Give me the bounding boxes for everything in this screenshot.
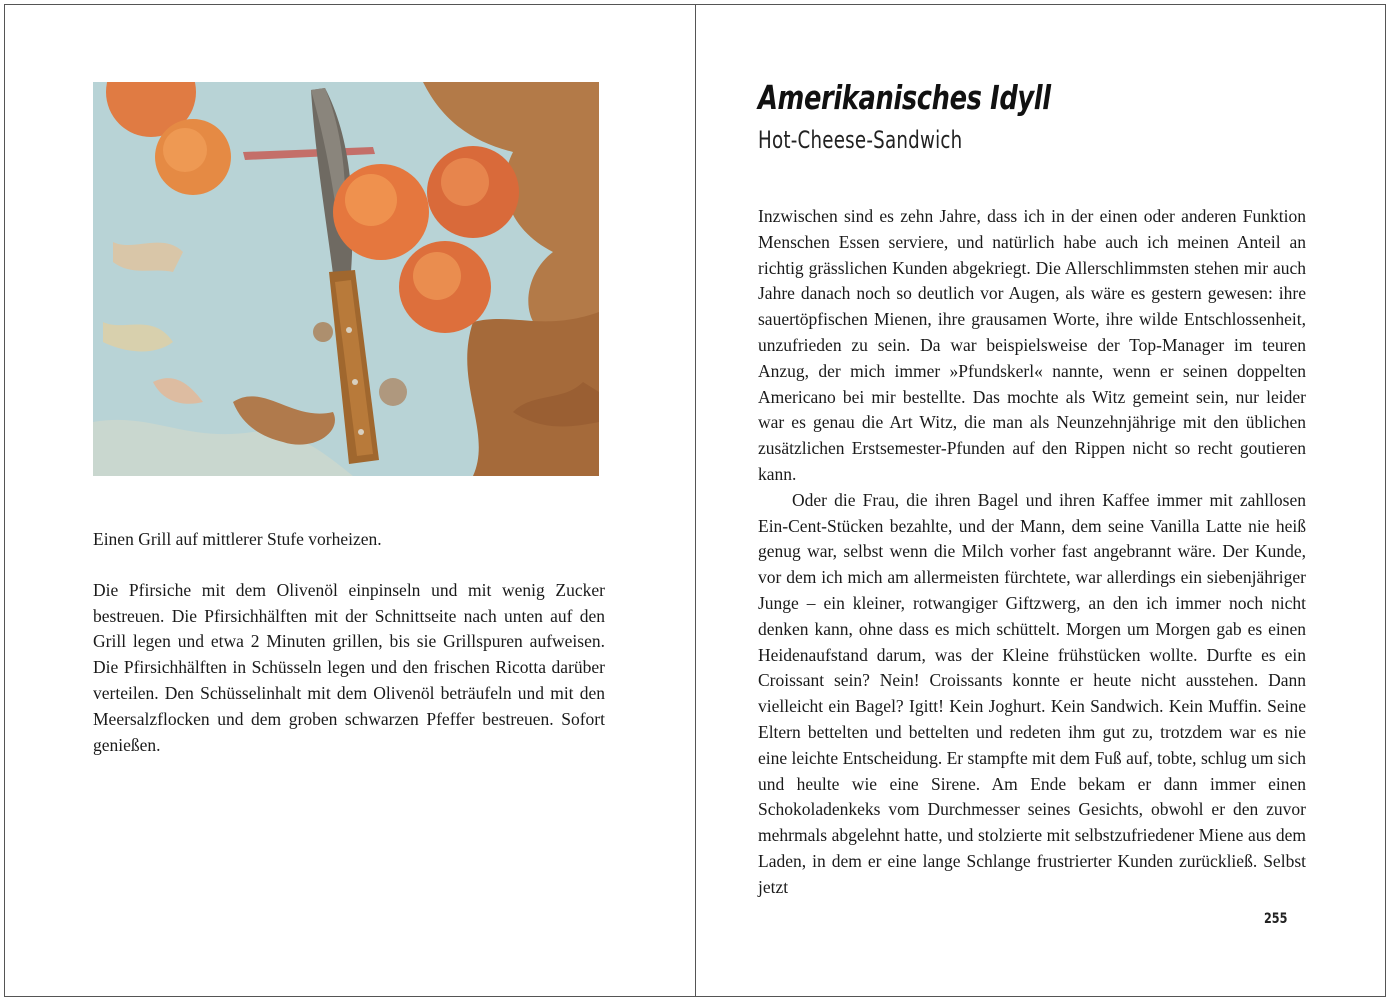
right-page	[696, 4, 1386, 997]
body-paragraph-1: Inzwischen sind es zehn Jahre, dass ich in der einen oder anderen Funktion Menschen Essen serviere, und natürlich habe auch ich meinen Anteil an richtig grässlichen Kunden abgekriegt. Die Allerschlimmsten stehen mir auch Jahre danach noch so deutlich vor Augen, als wäre es gestern gewesen: ihre sauertöpfischen Mienen, ihre grausamen Worte, ihre wilde Entschlossenheit, unzufrieden zu sein. Da war beispielsweise der Top-Manager im teuren Anzug, der mich immer »Pfundskerl« nannte, wenn er seinen doppelten Americano bei mir bestellte. Das mochte als Witz gemeint sein, nur leider war es genau die Art Witz, die man als Neunzehnjährige mit den üblichen zusätzlichen Erstsemester-Pfunden auf den Rippen nicht so recht goutieren kann.	[758, 206, 1306, 484]
body-paragraph-2: Oder die Frau, die ihren Bagel und ihren Kaffee immer mit zahllosen Ein-Cent-Stücken bezahlte, und der Mann, dem seine Vanilla Latte nie heiß genug war, selbst wenn die Milch vorher fast angebrannt wäre. Der Kunde, vor dem ich mich am allermeisten fürchtete, war allerdings ein siebenjähriger Junge – ein kleiner, rotwangiger Giftzwerg, an den ich immer noch nicht denken kann, ohne dass es mich schüttelt. Morgen um Morgen gab es einen Heidenaufstand darum, was der Kleine frühstücken wollte. Durfte es ein Croissant sein? Nein! Croissants konnte er heute nicht ausstehen. Dann vielleicht ein Bagel? Igitt! Kein Joghurt. Kein Sandwich. Kein Muffin. Seine Eltern bettelten und bettelten und redeten ihm gut zu, trotzdem war es nie eine leichte Entscheidung. Er stampfte mit dem Fuß auf, tobte, schlug um sich und heulte wie eine Sirene. Am Ende bekam er dann immer einen Schokoladenkeks vom Durchmesser seines Gesichts, obwohl er den zuvor mehrmals abgelehnt hatte, und stolzierte mit selbstzufriedener Miene aus dem Laden, in dem er eine lange Schlange frustrierter Kunden zurückließ. Selbst jetzt	[758, 489, 1306, 897]
chapter-subtitle: Hot-Cheese-Sandwich	[758, 126, 963, 154]
left-page	[4, 4, 696, 997]
chapter-title: Amerikanisches Idyll	[758, 78, 1051, 117]
peaches-and-knife-photo	[93, 82, 599, 476]
recipe-instructions	[93, 527, 605, 783]
recipe-step-1: Einen Grill auf mittlerer Stufe vorheizen.	[93, 529, 382, 549]
body-text	[758, 204, 1306, 901]
page-number: 255	[1264, 911, 1288, 927]
recipe-step-2: Die Pfirsiche mit dem Olivenöl einpinseln und mit wenig Zucker bestreuen. Die Pfirsichhälften mit der Schnittseite nach unten auf den Grill legen und etwa 2 Minuten grillen, bis sie Grillspuren aufweisen. Die Pfirsichhälften in Schüsseln legen und den frischen Ricotta darüber verteilen. Den Schüsselinhalt mit dem Olivenöl beträufeln und mit den Meersalzflocken und dem groben schwarzen Pfeffer bestreuen. Sofort genießen.	[93, 579, 605, 755]
